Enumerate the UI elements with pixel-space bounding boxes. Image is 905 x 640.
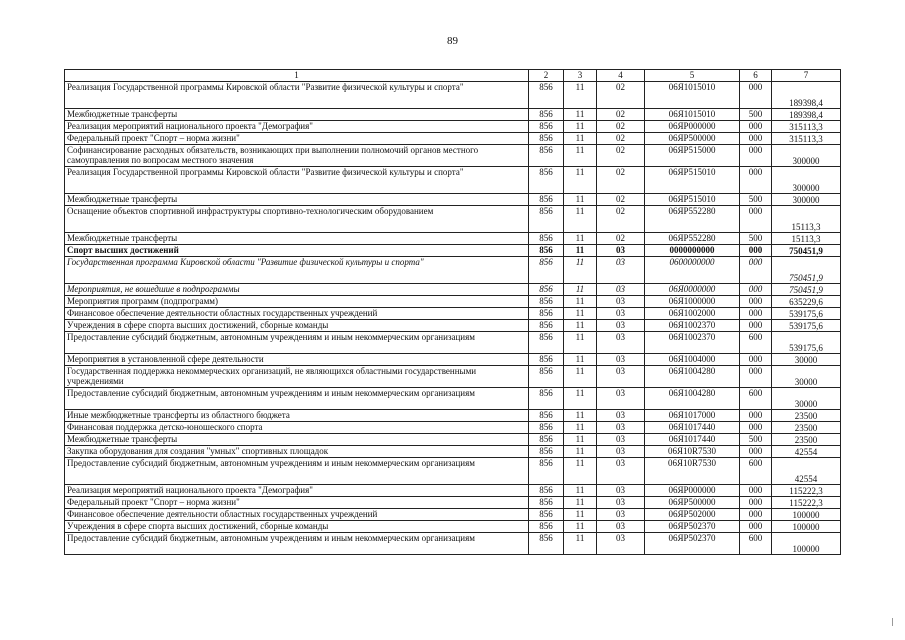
subsection-code-cell: 03 — [597, 388, 645, 410]
table-row — [65, 206, 841, 233]
item-name-cell: Оснащение объектов спортивной инфраструктуры спортивно-технологическим оборудованием — [65, 206, 529, 233]
amount-cell: 23500 — [772, 410, 841, 422]
section-code-cell: 11 — [564, 133, 597, 145]
subsection-code-cell: 03 — [597, 434, 645, 446]
subsection-code-cell: 02 — [597, 233, 645, 245]
target-article-cell: 06ЯР000000 — [645, 485, 740, 497]
table-row — [65, 332, 841, 354]
expense-type-cell: 000 — [740, 446, 772, 458]
target-article-cell: 06Я1004280 — [645, 366, 740, 388]
item-name-cell: Межбюджетные трансферты — [65, 233, 529, 245]
amount-cell: 189398,4 — [772, 82, 841, 109]
item-name-cell: Реализация Государственной программы Кировской области "Развитие физической культуры и спорта" — [65, 82, 529, 109]
department-code-cell: 856 — [529, 332, 564, 354]
section-code-cell: 11 — [564, 257, 597, 284]
expense-type-cell: 000 — [740, 257, 772, 284]
department-code-cell: 856 — [529, 82, 564, 109]
item-name-cell: Реализация мероприятий национального проекта "Демография" — [65, 485, 529, 497]
expense-type-cell: 000 — [740, 509, 772, 521]
target-article-cell: 06ЯР502370 — [645, 521, 740, 533]
item-name-cell: Реализация Государственной программы Кировской области "Развитие физической культуры и спорта" — [65, 167, 529, 194]
section-code-cell: 11 — [564, 284, 597, 296]
target-article-cell: 06Я1015010 — [645, 82, 740, 109]
table-row — [65, 434, 841, 446]
scan-mark — [892, 618, 893, 626]
item-name-cell: Предоставление субсидий бюджетным, автономным учреждениям и иным некоммерческим организациям — [65, 332, 529, 354]
subsection-code-cell: 02 — [597, 109, 645, 121]
target-article-cell: 06Я1017440 — [645, 422, 740, 434]
table-row — [65, 410, 841, 422]
target-article-cell: 06ЯР552280 — [645, 206, 740, 233]
subsection-code-cell: 03 — [597, 354, 645, 366]
target-article-cell: 06ЯР515000 — [645, 145, 740, 167]
target-article-cell: 06Я1002370 — [645, 332, 740, 354]
table-row — [65, 388, 841, 410]
department-code-cell: 856 — [529, 296, 564, 308]
table-row — [65, 366, 841, 388]
expense-type-cell: 000 — [740, 145, 772, 167]
item-name-cell: Предоставление субсидий бюджетным, автономным учреждениям и иным некоммерческим организациям — [65, 458, 529, 485]
section-code-cell: 11 — [564, 422, 597, 434]
table-row — [65, 320, 841, 332]
item-name-cell: Финансовая поддержка детско-юношеского спорта — [65, 422, 529, 434]
table-row — [65, 296, 841, 308]
department-code-cell: 856 — [529, 509, 564, 521]
expense-type-cell: 000 — [740, 422, 772, 434]
department-code-cell: 856 — [529, 521, 564, 533]
table-row — [65, 308, 841, 320]
section-code-cell: 11 — [564, 521, 597, 533]
target-article-cell: 06Я1004000 — [645, 354, 740, 366]
subsection-code-cell: 03 — [597, 521, 645, 533]
target-article-cell: 06ЯР515010 — [645, 194, 740, 206]
expense-type-cell: 000 — [740, 485, 772, 497]
table-row — [65, 194, 841, 206]
target-article-cell: 06Я1017440 — [645, 434, 740, 446]
department-code-cell: 856 — [529, 366, 564, 388]
section-code-cell: 11 — [564, 233, 597, 245]
section-code-cell: 11 — [564, 434, 597, 446]
table-row — [65, 257, 841, 284]
department-code-cell: 856 — [529, 458, 564, 485]
section-code-cell: 11 — [564, 194, 597, 206]
target-article-cell: 06Я1017000 — [645, 410, 740, 422]
department-code-cell: 856 — [529, 145, 564, 167]
subsection-code-cell: 03 — [597, 410, 645, 422]
subsection-code-cell: 02 — [597, 145, 645, 167]
subsection-code-cell: 03 — [597, 296, 645, 308]
item-name-cell: Учреждения в сфере спорта высших достижений, сборные команды — [65, 521, 529, 533]
section-code-cell: 11 — [564, 308, 597, 320]
subsection-code-cell: 03 — [597, 245, 645, 257]
section-code-cell: 11 — [564, 446, 597, 458]
target-article-cell: 06Я1002370 — [645, 320, 740, 332]
section-code-cell: 11 — [564, 332, 597, 354]
amount-cell: 15113,3 — [772, 206, 841, 233]
amount-cell: 635229,6 — [772, 296, 841, 308]
item-name-cell: Мероприятия в установленной сфере деятельности — [65, 354, 529, 366]
item-name-cell: Финансовое обеспечение деятельности областных государственных учреждений — [65, 308, 529, 320]
subsection-code-cell: 03 — [597, 332, 645, 354]
table-row — [65, 145, 841, 167]
expense-type-cell: 600 — [740, 332, 772, 354]
amount-cell: 539175,6 — [772, 320, 841, 332]
item-name-cell: Учреждения в сфере спорта высших достижений, сборные команды — [65, 320, 529, 332]
section-code-cell: 11 — [564, 206, 597, 233]
department-code-cell: 856 — [529, 133, 564, 145]
column-header-5: 5 — [645, 70, 740, 82]
expense-type-cell: 000 — [740, 296, 772, 308]
department-code-cell: 856 — [529, 497, 564, 509]
expense-type-cell: 500 — [740, 109, 772, 121]
expense-type-cell: 000 — [740, 410, 772, 422]
amount-cell: 100000 — [772, 509, 841, 521]
amount-cell: 315113,3 — [772, 121, 841, 133]
subsection-code-cell: 02 — [597, 82, 645, 109]
expense-type-cell: 000 — [740, 284, 772, 296]
department-code-cell: 856 — [529, 434, 564, 446]
target-article-cell: 06ЯР500000 — [645, 497, 740, 509]
section-code-cell: 11 — [564, 167, 597, 194]
department-code-cell: 856 — [529, 245, 564, 257]
department-code-cell: 856 — [529, 284, 564, 296]
expense-type-cell: 000 — [740, 206, 772, 233]
section-code-cell: 11 — [564, 109, 597, 121]
column-header-1: 1 — [65, 70, 529, 82]
department-code-cell: 856 — [529, 533, 564, 555]
item-name-cell: Мероприятия, не вошедшие в подпрограммы — [65, 284, 529, 296]
section-code-cell: 11 — [564, 320, 597, 332]
amount-cell: 115222,3 — [772, 485, 841, 497]
page-number: 89 — [447, 35, 458, 47]
section-code-cell: 11 — [564, 82, 597, 109]
section-code-cell: 11 — [564, 145, 597, 167]
column-header-3: 3 — [564, 70, 597, 82]
amount-cell: 300000 — [772, 194, 841, 206]
subsection-code-cell: 03 — [597, 308, 645, 320]
table-row — [65, 109, 841, 121]
amount-cell: 750451,9 — [772, 257, 841, 284]
table-row — [65, 533, 841, 555]
department-code-cell: 856 — [529, 109, 564, 121]
subsection-code-cell: 02 — [597, 133, 645, 145]
target-article-cell: 06ЯР515010 — [645, 167, 740, 194]
item-name-cell: Реализация мероприятий национального проекта "Демография" — [65, 121, 529, 133]
target-article-cell: 06Я1015010 — [645, 109, 740, 121]
department-code-cell: 856 — [529, 354, 564, 366]
amount-cell: 539175,6 — [772, 308, 841, 320]
amount-cell: 42554 — [772, 446, 841, 458]
item-name-cell: Мероприятия программ (подпрограмм) — [65, 296, 529, 308]
column-header-2: 2 — [529, 70, 564, 82]
expense-type-cell: 000 — [740, 82, 772, 109]
subsection-code-cell: 02 — [597, 121, 645, 133]
target-article-cell: 06Я10R7530 — [645, 446, 740, 458]
target-article-cell: 06Я1002000 — [645, 308, 740, 320]
item-name-cell: Межбюджетные трансферты — [65, 109, 529, 121]
budget-table — [64, 69, 841, 555]
amount-cell: 30000 — [772, 366, 841, 388]
column-header-6: 6 — [740, 70, 772, 82]
expense-type-cell: 000 — [740, 245, 772, 257]
target-article-cell: 06ЯР500000 — [645, 133, 740, 145]
department-code-cell: 856 — [529, 446, 564, 458]
column-number-header-row — [65, 70, 841, 82]
table-row — [65, 284, 841, 296]
expense-type-cell: 000 — [740, 521, 772, 533]
item-name-cell: Предоставление субсидий бюджетным, автономным учреждениям и иным некоммерческим организациям — [65, 533, 529, 555]
item-name-cell: Государственная поддержка некоммерческих организаций, не являющихся областными государственными учреждениями — [65, 366, 529, 388]
amount-cell: 315113,3 — [772, 133, 841, 145]
section-code-cell: 11 — [564, 533, 597, 555]
section-code-cell: 11 — [564, 366, 597, 388]
target-article-cell: 06Я1000000 — [645, 296, 740, 308]
target-article-cell: 06Я0000000 — [645, 284, 740, 296]
department-code-cell: 856 — [529, 422, 564, 434]
table-row — [65, 354, 841, 366]
table-row — [65, 422, 841, 434]
amount-cell: 750451,9 — [772, 245, 841, 257]
department-code-cell: 856 — [529, 167, 564, 194]
table-row — [65, 121, 841, 133]
section-code-cell: 11 — [564, 245, 597, 257]
expense-type-cell: 500 — [740, 194, 772, 206]
target-article-cell: 0600000000 — [645, 257, 740, 284]
department-code-cell: 856 — [529, 257, 564, 284]
subsection-code-cell: 03 — [597, 446, 645, 458]
expense-type-cell: 000 — [740, 497, 772, 509]
table-row — [65, 167, 841, 194]
table-row — [65, 82, 841, 109]
subsection-code-cell: 02 — [597, 194, 645, 206]
amount-cell: 100000 — [772, 533, 841, 555]
target-article-cell: 0000000000 — [645, 245, 740, 257]
section-code-cell: 11 — [564, 458, 597, 485]
expense-type-cell: 000 — [740, 366, 772, 388]
expense-type-cell: 600 — [740, 458, 772, 485]
subsection-code-cell: 03 — [597, 422, 645, 434]
department-code-cell: 856 — [529, 485, 564, 497]
subsection-code-cell: 03 — [597, 485, 645, 497]
item-name-cell: Государственная программа Кировской области "Развитие физической культуры и спорта" — [65, 257, 529, 284]
subsection-code-cell: 03 — [597, 458, 645, 485]
section-code-cell: 11 — [564, 354, 597, 366]
department-code-cell: 856 — [529, 206, 564, 233]
subsection-code-cell: 03 — [597, 497, 645, 509]
subsection-code-cell: 03 — [597, 320, 645, 332]
table-row — [65, 233, 841, 245]
target-article-cell: 06Я1004280 — [645, 388, 740, 410]
amount-cell: 30000 — [772, 388, 841, 410]
target-article-cell: 06ЯР552280 — [645, 233, 740, 245]
department-code-cell: 856 — [529, 308, 564, 320]
table-row — [65, 485, 841, 497]
department-code-cell: 856 — [529, 121, 564, 133]
expense-type-cell: 000 — [740, 354, 772, 366]
amount-cell: 539175,6 — [772, 332, 841, 354]
target-article-cell: 06ЯР502370 — [645, 533, 740, 555]
column-header-7: 7 — [772, 70, 841, 82]
amount-cell: 300000 — [772, 145, 841, 167]
expense-type-cell: 500 — [740, 233, 772, 245]
expense-type-cell: 000 — [740, 121, 772, 133]
amount-cell: 30000 — [772, 354, 841, 366]
section-code-cell: 11 — [564, 509, 597, 521]
amount-cell: 189398,4 — [772, 109, 841, 121]
amount-cell: 23500 — [772, 422, 841, 434]
section-code-cell: 11 — [564, 296, 597, 308]
subsection-code-cell: 02 — [597, 206, 645, 233]
expense-type-cell: 600 — [740, 533, 772, 555]
department-code-cell: 856 — [529, 388, 564, 410]
subsection-code-cell: 02 — [597, 167, 645, 194]
table-row — [65, 497, 841, 509]
table-row — [65, 446, 841, 458]
section-code-cell: 11 — [564, 121, 597, 133]
target-article-cell: 06ЯР000000 — [645, 121, 740, 133]
table-row — [65, 245, 841, 257]
amount-cell: 300000 — [772, 167, 841, 194]
item-name-cell: Закупка оборудования для создания "умных" спортивных площадок — [65, 446, 529, 458]
item-name-cell: Межбюджетные трансферты — [65, 194, 529, 206]
table-row — [65, 509, 841, 521]
target-article-cell: 06ЯР502000 — [645, 509, 740, 521]
amount-cell: 750451,9 — [772, 284, 841, 296]
expense-type-cell: 600 — [740, 388, 772, 410]
column-header-4: 4 — [597, 70, 645, 82]
subsection-code-cell: 03 — [597, 284, 645, 296]
table-row — [65, 133, 841, 145]
section-code-cell: 11 — [564, 485, 597, 497]
item-name-cell: Федеральный проект "Спорт – норма жизни" — [65, 497, 529, 509]
table-body — [65, 82, 841, 555]
department-code-cell: 856 — [529, 320, 564, 332]
section-code-cell: 11 — [564, 410, 597, 422]
subsection-code-cell: 03 — [597, 533, 645, 555]
subsection-code-cell: 03 — [597, 509, 645, 521]
subsection-code-cell: 03 — [597, 366, 645, 388]
item-name-cell: Федеральный проект "Спорт – норма жизни" — [65, 133, 529, 145]
subsection-code-cell: 03 — [597, 257, 645, 284]
department-code-cell: 856 — [529, 410, 564, 422]
section-code-cell: 11 — [564, 497, 597, 509]
expense-type-cell: 500 — [740, 434, 772, 446]
table-row — [65, 521, 841, 533]
item-name-cell: Иные межбюджетные трансферты из областного бюджета — [65, 410, 529, 422]
amount-cell: 23500 — [772, 434, 841, 446]
section-code-cell: 11 — [564, 388, 597, 410]
department-code-cell: 856 — [529, 194, 564, 206]
amount-cell: 100000 — [772, 521, 841, 533]
table-row — [65, 458, 841, 485]
target-article-cell: 06Я10R7530 — [645, 458, 740, 485]
expense-type-cell: 000 — [740, 320, 772, 332]
item-name-cell: Софинансирование расходных обязательств, возникающих при выполнении полномочий органов местного самоуправления по вопросам местного значения — [65, 145, 529, 167]
amount-cell: 115222,3 — [772, 497, 841, 509]
item-name-cell: Межбюджетные трансферты — [65, 434, 529, 446]
expense-type-cell: 000 — [740, 133, 772, 145]
item-name-cell: Спорт высших достижений — [65, 245, 529, 257]
expense-type-cell: 000 — [740, 167, 772, 194]
department-code-cell: 856 — [529, 233, 564, 245]
amount-cell: 42554 — [772, 458, 841, 485]
item-name-cell: Финансовое обеспечение деятельности областных государственных учреждений — [65, 509, 529, 521]
amount-cell: 15113,3 — [772, 233, 841, 245]
item-name-cell: Предоставление субсидий бюджетным, автономным учреждениям и иным некоммерческим организациям — [65, 388, 529, 410]
expense-type-cell: 000 — [740, 308, 772, 320]
